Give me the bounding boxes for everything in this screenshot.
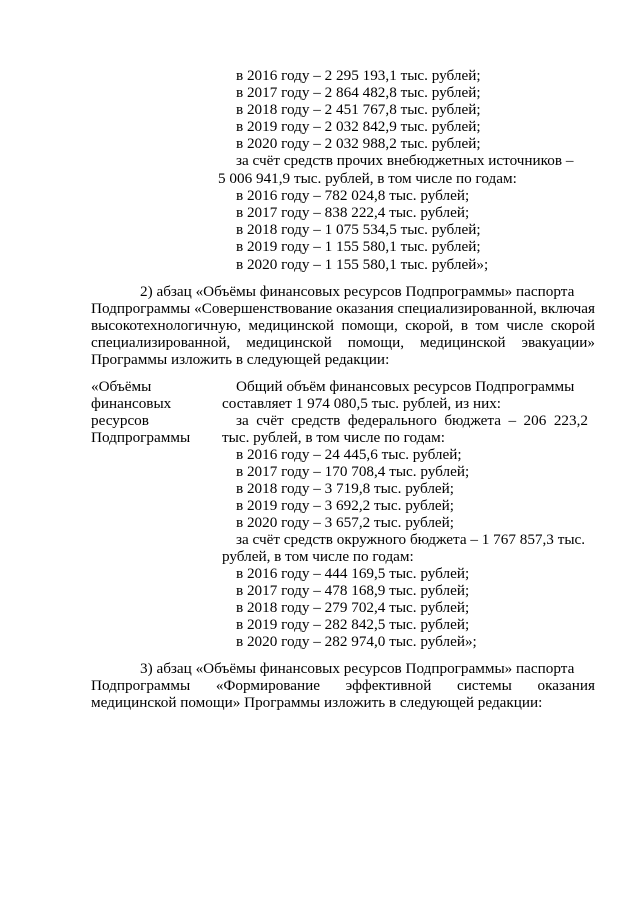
year-line: в 2018 году – 1 075 534,5 тыс. рублей; xyxy=(236,221,481,238)
table-label-line: Подпрограммы xyxy=(91,429,191,446)
table-value-line: Общий объём финансовых ресурсов Подпрограммы xyxy=(236,378,575,395)
year-line: в 2020 году – 1 155 580,1 тыс. рублей»; xyxy=(236,256,489,273)
table-year-line: в 2019 году – 3 692,2 тыс. рублей; xyxy=(236,497,454,514)
table-year-line: в 2016 году – 444 169,5 тыс. рублей; xyxy=(236,565,470,582)
paragraph-line: 3) абзац «Объёмы финансовых ресурсов Подпрограммы» паспорта xyxy=(140,660,575,677)
paragraph-line: Подпрограммы «Совершенствование оказания специализированной, включая xyxy=(91,300,595,317)
paragraph-line: 2) абзац «Объёмы финансовых ресурсов Подпрограммы» паспорта xyxy=(140,283,575,300)
year-line: в 2019 году – 1 155 580,1 тыс. рублей; xyxy=(236,238,481,255)
table-year-line: в 2016 году – 24 445,6 тыс. рублей; xyxy=(236,446,462,463)
table-year-line: в 2017 году – 170 708,4 тыс. рублей; xyxy=(236,463,470,480)
paragraph-line: высокотехнологичную, медицинской помощи, скорой, в том числе скорой xyxy=(91,317,595,334)
year-line: в 2020 году – 2 032 988,2 тыс. рублей; xyxy=(236,135,481,152)
table-year-line: в 2020 году – 282 974,0 тыс. рублей»; xyxy=(236,633,477,650)
paragraph-line: специализированной, медицинской помощи, медицинской эвакуации» xyxy=(91,334,595,351)
table-value-line: рублей, в том числе по годам: xyxy=(222,548,414,565)
table-year-line: в 2018 году – 279 702,4 тыс. рублей; xyxy=(236,599,470,616)
table-label-line: ресурсов xyxy=(91,412,149,429)
year-line: в 2018 году – 2 451 767,8 тыс. рублей; xyxy=(236,101,481,118)
table-value-line: за счёт средств федерального бюджета – 206 223,2 xyxy=(236,412,588,429)
year-line: в 2017 году – 2 864 482,8 тыс. рублей; xyxy=(236,84,481,101)
table-label-line: «Объёмы xyxy=(91,378,152,395)
year-line: в 2016 году – 2 295 193,1 тыс. рублей; xyxy=(236,67,481,84)
paragraph-line: Программы изложить в следующей редакции: xyxy=(91,351,390,368)
year-line: в 2016 году – 782 024,8 тыс. рублей; xyxy=(236,187,470,204)
table-year-line: в 2018 году – 3 719,8 тыс. рублей; xyxy=(236,480,454,497)
year-line: в 2019 году – 2 032 842,9 тыс. рублей; xyxy=(236,118,481,135)
paragraph-line: Подпрограммы «Формирование эффективной системы оказания xyxy=(91,677,595,694)
table-year-line: в 2017 году – 478 168,9 тыс. рублей; xyxy=(236,582,470,599)
year-line: в 2017 году – 838 222,4 тыс. рублей; xyxy=(236,204,470,221)
table-value-line: составляет 1 974 080,5 тыс. рублей, из них: xyxy=(222,395,502,412)
source-total-line: 5 006 941,9 тыс. рублей, в том числе по годам: xyxy=(218,170,517,187)
table-label-line: финансовых xyxy=(91,395,172,412)
table-value-line: за счёт средств окружного бюджета – 1 767 857,3 тыс. xyxy=(236,531,586,548)
paragraph-line: медицинской помощи» Программы изложить в следующей редакции: xyxy=(91,694,543,711)
table-value-line: тыс. рублей, в том числе по годам: xyxy=(222,429,445,446)
table-year-line: в 2019 году – 282 842,5 тыс. рублей; xyxy=(236,616,470,633)
table-year-line: в 2020 году – 3 657,2 тыс. рублей; xyxy=(236,514,454,531)
source-line: за счёт средств прочих внебюджетных источников – xyxy=(236,152,574,169)
